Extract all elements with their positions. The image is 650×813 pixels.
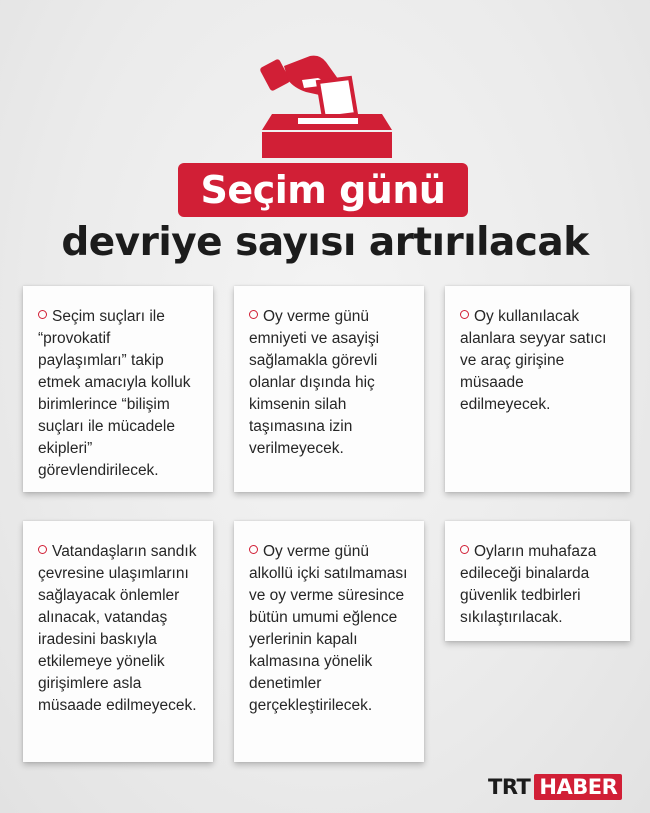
- bullet-icon: [249, 310, 258, 319]
- bullet-icon: [249, 545, 258, 554]
- ballot-box-icon: [258, 52, 398, 162]
- trt-haber-logo: [488, 773, 622, 801]
- bullet-icon: [38, 545, 47, 554]
- page-subtitle: devriye sayısı artırılacak: [61, 220, 589, 265]
- logo-haber: HABER: [534, 774, 622, 800]
- bullet-icon: [38, 310, 47, 319]
- info-card: [445, 286, 630, 492]
- card-text: Oy verme günü alkollü içki satılmaması ve oy verme süresince bütün umumi eğlence yerlerinin kapalı kalmasına yönelik denetimler gerçekleştirilecek.: [249, 543, 408, 714]
- info-card: [234, 521, 424, 762]
- bullet-icon: [460, 545, 469, 554]
- info-card: [234, 286, 424, 492]
- card-text: Vatandaşların sandık çevresine ulaşımlarını sağlayacak önlemler alınacak, vatandaş iradesini baskıyla etkilemeye yönelik girişimlere asla müsaade edilmeyecek.: [38, 543, 197, 714]
- card-text: Oy verme günü emniyeti ve asayişi sağlamakla görevli olanlar dışında hiç kimsenin silah taşımasına izin verilmeyecek.: [249, 308, 380, 457]
- bullet-icon: [460, 310, 469, 319]
- card-text: Oyların muhafaza edileceği binalarda güvenlik tedbirleri sıkılaştırılacak.: [460, 543, 597, 626]
- info-card: [23, 521, 213, 762]
- card-text: Oy kullanılacak alanlara seyyar satıcı ve araç girişine müsaade edilmeyecek.: [460, 308, 607, 413]
- info-card: [445, 521, 630, 641]
- logo-trt: TRT: [488, 775, 531, 799]
- card-text: Seçim suçları ile “provokatif paylaşımları” takip etmek amacıyla kolluk birimlerince “bilişim suçları ile mücadele ekipleri” görevlendirilecek.: [38, 308, 191, 479]
- info-card: [23, 286, 213, 492]
- page-title: Seçim günü: [178, 163, 468, 217]
